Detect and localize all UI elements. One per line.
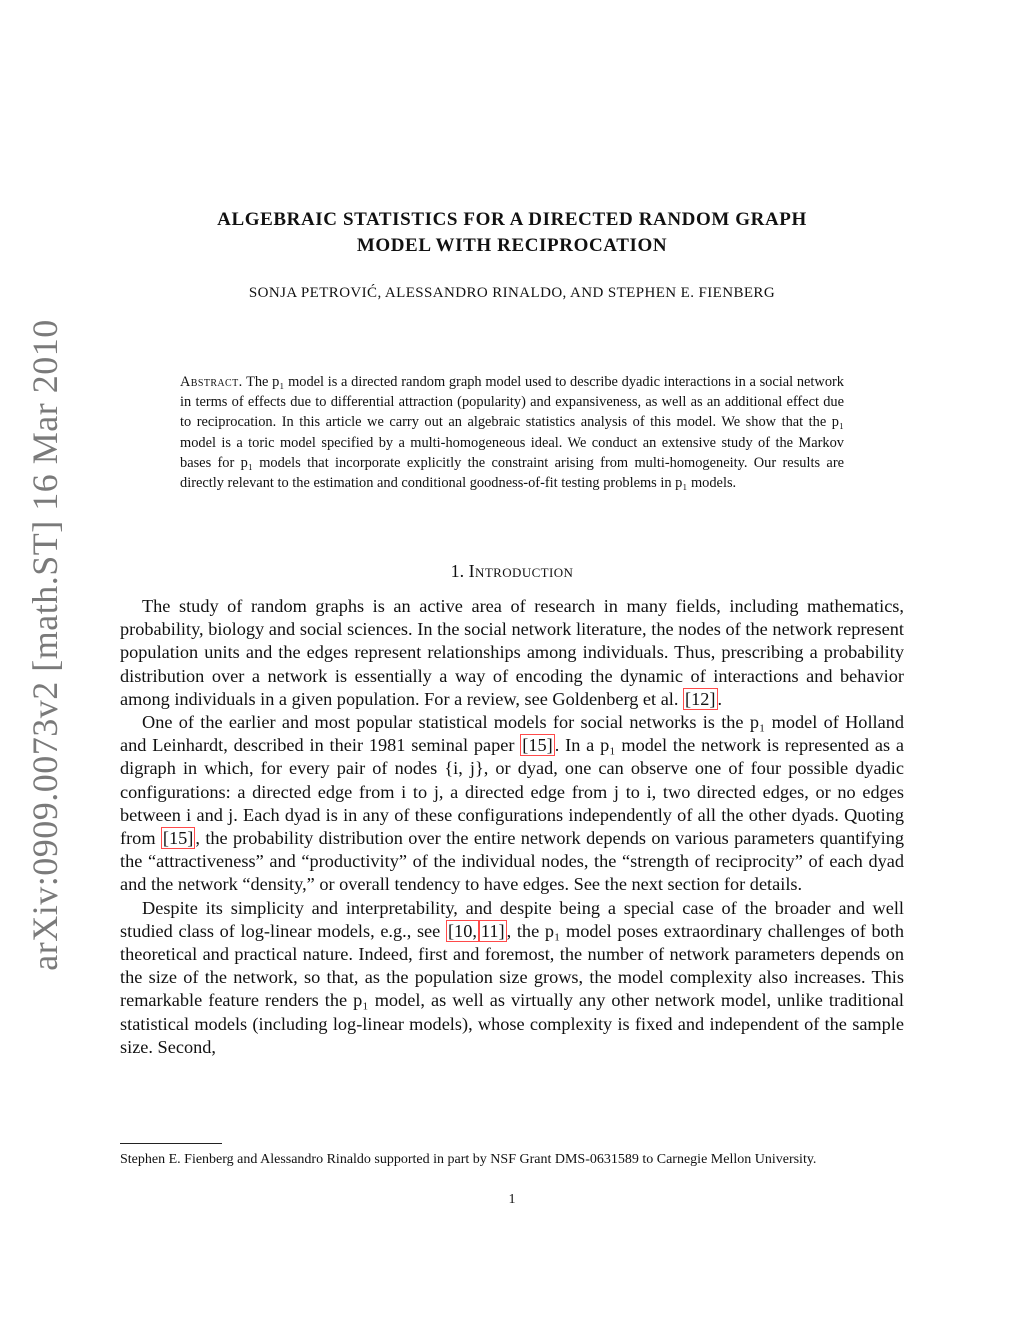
paragraph-2 [120, 711, 904, 897]
paragraph-1-text: The study of random graphs is an active area of research in many fields, including mathematics, probability, biology and social sciences. In the social network literature, the nodes of the network represent population units and the edges represent relationships among individuals. Thus, prescribing a probability distribution over a network is essentially a way of encoding the dynamic of interactions and behavior among individuals in a given population. For a review, see Goldenberg et al. [120, 596, 904, 709]
title-line-2: MODEL WITH RECIPROCATION [356, 235, 668, 256]
arxiv-identifier: arXiv:0909.0073v2 [math.ST] 16 Mar 2010 [25, 319, 65, 971]
body-text [120, 595, 904, 1059]
section-number: 1. [450, 561, 465, 581]
paragraph-3-text-b: , the p₁ model poses extraordinary challenges of both theoretical and practical nature. Indeed, first and foremost, the number of network parameters depends on the size of the network, so that, as the population size grows, the model complexity also increases. This remarkable feature renders the p₁ model, as well as virtually any other network model, unlike traditional statistical models (including log-linear models), whose complexity is fixed and independent of the sample size. Second, [120, 920, 904, 1057]
section-title: Introduction [468, 561, 574, 581]
paragraph-1 [120, 595, 904, 711]
citation-link[interactable]: [10, [447, 920, 477, 941]
abstract-text: The p₁ model is a directed random graph model used to describe dyadic interactions in a social network in terms of effects due to differential attraction (popularity) and expansiveness, as well as an additional effect due to reciprocation. In this article we carry out an algebraic statistics analysis of this model. We show that the p₁ model is a toric model specified by a multi-homogeneous ideal. We conduct an extensive study of the Markov bases for p₁ models that incorporate explicitly the constraint arising from multi-homogeneity. Our results are directly relevant to the estimation and conditional goodness-of-fit testing problems in p₁ models. [180, 374, 844, 492]
title-line-1: ALGEBRAIC STATISTICS FOR A DIRECTED RANDOM GRAPH [217, 209, 807, 230]
paper-title [120, 207, 904, 259]
abstract-heading: Abstract. [180, 374, 243, 390]
citation-link[interactable]: [15] [162, 828, 194, 849]
footnote: Stephen E. Fienberg and Alessandro Rinaldo supported in part by NSF Grant DMS-0631589 to Carnegie Mellon University. [120, 1152, 817, 1167]
section-heading [120, 561, 904, 582]
paragraph-2-text-b: . In a p₁ model the network is represented as a digraph in which, for every pair of nodes {i, j}, or dyad, one can observe one of four possible dyadic configurations: a directed edge from i to j, a directed edge from j to i, two directed edges, or no edges between i and j. Each dyad is in any of these configurations independently of all the other dyads. Quoting from [120, 735, 904, 849]
paragraph-2-text-a: One of the earlier and most popular statistical models for social networks is the p₁ model of Holland and Leinhardt, described in their 1981 seminal paper [120, 712, 904, 756]
citation-link[interactable]: [12] [685, 688, 716, 709]
paragraph-2-text-c: , the probability distribution over the entire network depends on various parameters quantifying the “attractiveness” and “productivity” of the individual nodes, the “strength of reciprocity” of each dyad and the network “density,” or overall tendency to have edges. See the next section for details. [120, 828, 904, 895]
citation-link[interactable]: 11] [480, 920, 505, 941]
page-number: 1 [508, 1192, 516, 1207]
abstract [180, 372, 844, 493]
paragraph-3-text-a: Despite its simplicity and interpretability, and despite being a special case of the broader and well studied class of log-linear models, e.g., see [120, 897, 904, 941]
citation-link[interactable]: [15] [522, 735, 553, 756]
author-list: SONJA PETROVIĆ, ALESSANDRO RINALDO, AND STEPHEN E. FIENBERG [248, 285, 776, 301]
footnote-rule [120, 1143, 222, 1144]
paragraph-3 [120, 897, 904, 1059]
paragraph-1-end: . [717, 688, 723, 709]
arxiv-side-stamp [24, 319, 66, 971]
